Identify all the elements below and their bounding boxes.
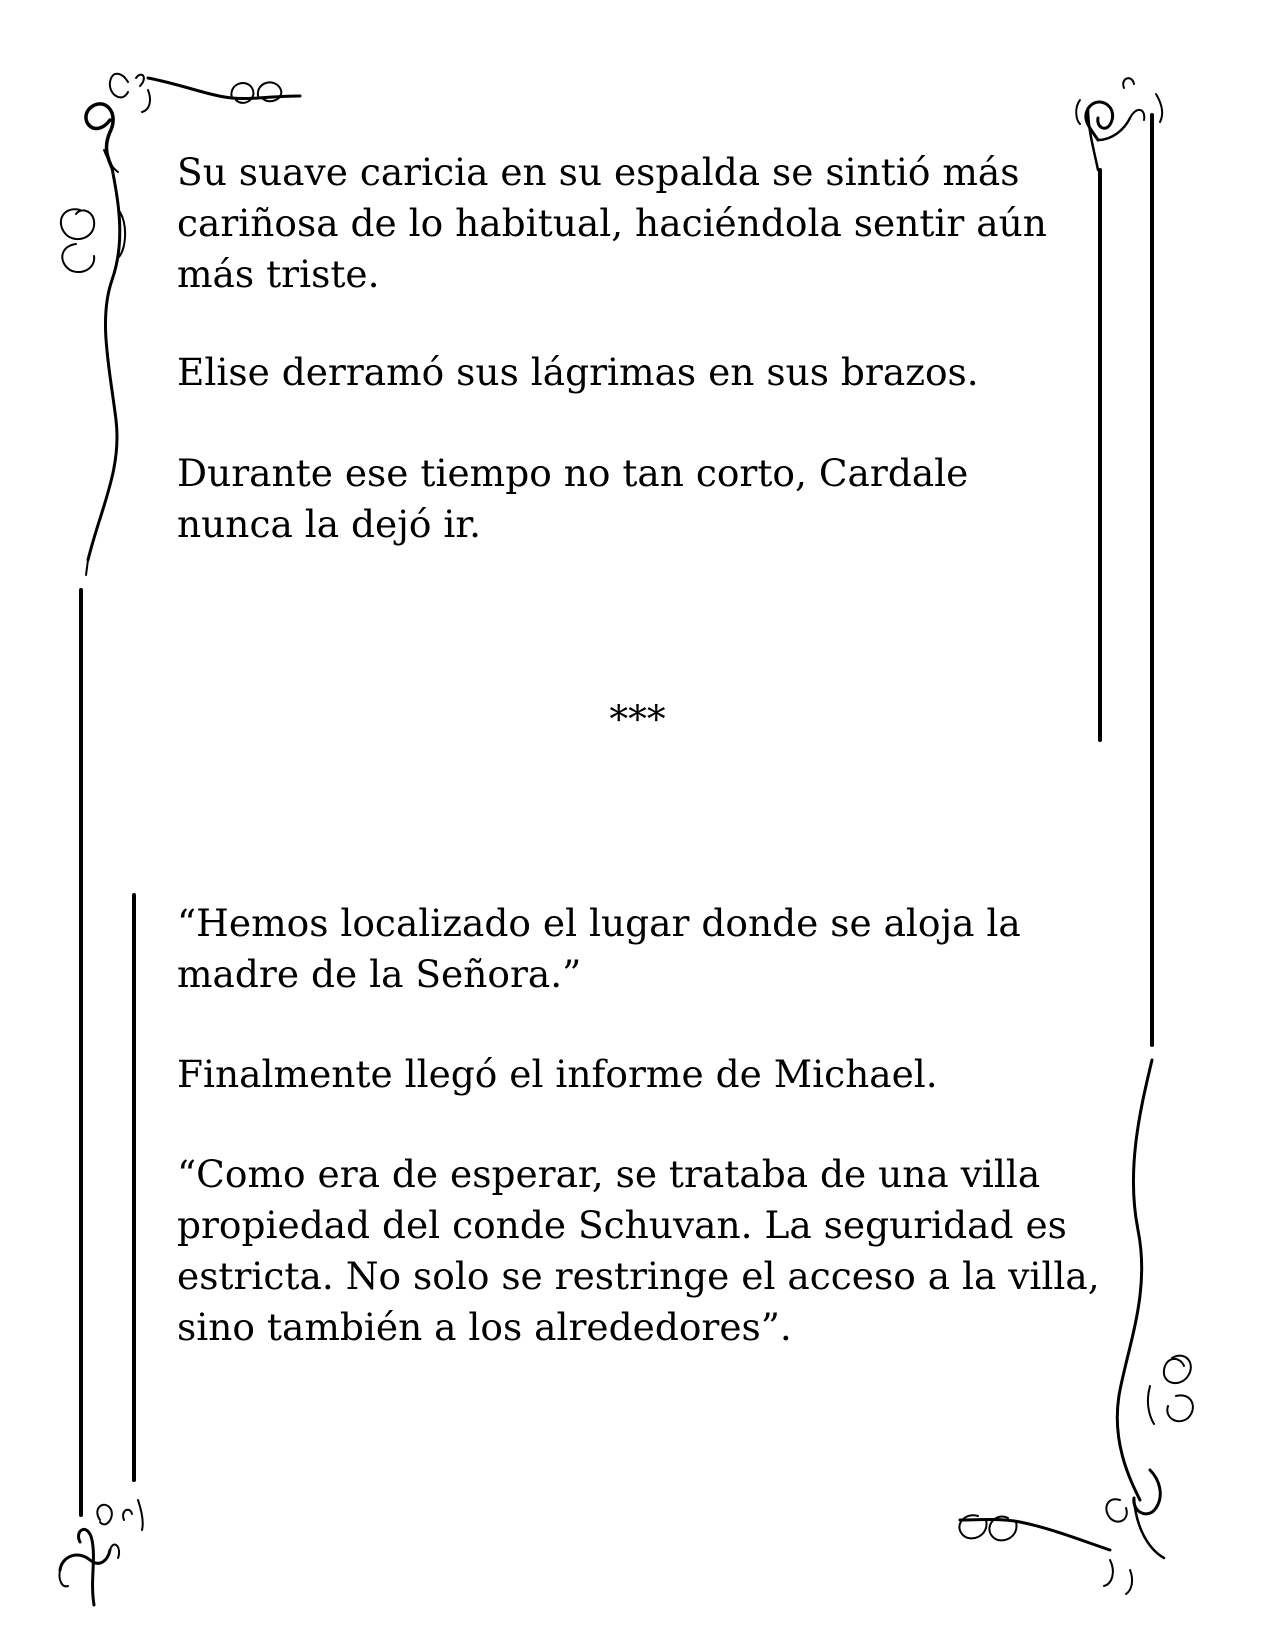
paragraph: Durante ese tiempo no tan corto, Cardale nunca la dejó ir. xyxy=(177,451,969,546)
scene-separator: *** xyxy=(609,697,666,741)
paragraph: “Como era de esperar, se trataba de una villa propiedad del conde Schuvan. La seguridad es estricta. No solo se restringe el acceso a la villa, sino también a los alrededores”. xyxy=(177,1152,1100,1349)
paragraph: “Hemos localizado el lugar donde se aloja la madre de la Señora.” xyxy=(177,901,1021,996)
paragraph: Finalmente llegó el informe de Michael. xyxy=(177,1052,938,1096)
bottom-left-flourish xyxy=(59,1500,142,1605)
paragraph: Elise derramó sus lágrimas en sus brazos. xyxy=(177,350,979,394)
paragraph: Su suave caricia en su espalda se sintió más cariñosa de lo habitual, haciéndola sentir aún más triste. xyxy=(177,150,1047,296)
